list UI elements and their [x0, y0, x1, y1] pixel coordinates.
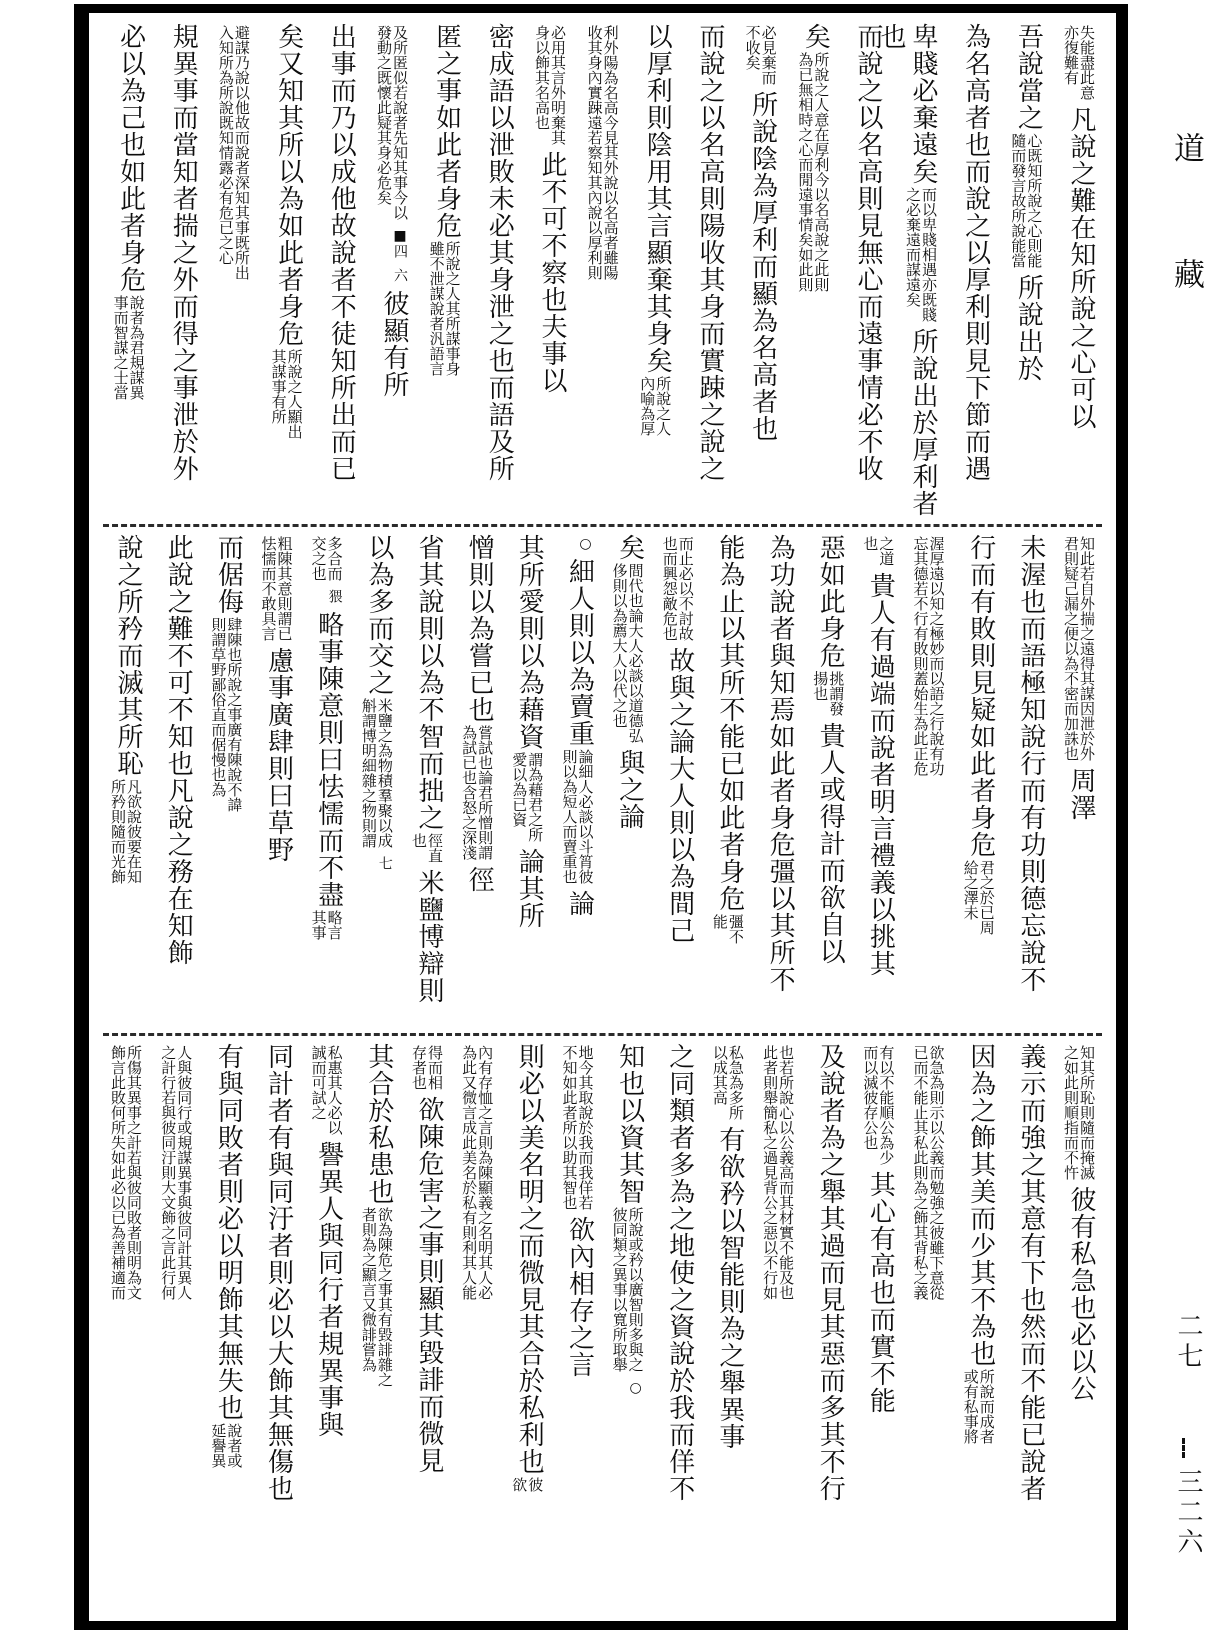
main-text-run: 匿之事如此者身危	[431, 23, 462, 239]
main-text-run: 以厚利則陰用其言顯棄其身矣	[642, 23, 673, 374]
text-column	[703, 1043, 753, 1599]
main-text-run: 省其說則以為不智而拙之	[413, 534, 444, 831]
main-text-run: 所說陰為厚利而顯為名高者也	[747, 91, 778, 442]
main-text-run: 細人則以為賣重	[564, 558, 595, 747]
commentary-note-run: 渥厚遠以知之極妙而以語之行說有功忘其德若不行有敗則蓋始生為此正危	[911, 536, 946, 776]
main-text-run: 出事而乃以成他故說者不徒知所出而已	[326, 23, 357, 482]
main-text-run: 能為止以其所不能已如此者身危	[714, 534, 745, 912]
main-text-run: 略事陳意則曰怯懦而不盡	[313, 611, 344, 908]
text-column	[201, 534, 251, 1026]
text-column	[602, 1043, 652, 1599]
right-margin	[1128, 0, 1227, 1634]
main-text-run: 彼顯有所	[378, 290, 409, 398]
text-column	[753, 534, 803, 1026]
commentary-note-run: 多合而交之也	[309, 536, 344, 581]
canon-title-zang: 藏	[1168, 258, 1204, 289]
commentary-note-run: 肆陳也所說之事廣有陳說不諱則謂草野鄙俗直而倨慢也為	[209, 617, 244, 812]
main-text-run: 憎則以為嘗已也	[464, 534, 495, 723]
main-text-run: 有欲矜以智能則為之舉異事	[714, 1126, 745, 1450]
text-column	[1004, 1043, 1054, 1599]
commentary-note-run: 君之於已周給之澤未	[961, 860, 996, 935]
commentary-note-run: 米鹽之為物積羣聚以成斛謂博明細雜之物則謂	[359, 698, 394, 848]
register-top	[101, 23, 1104, 517]
main-text-run: 所說出於	[1013, 274, 1044, 382]
commentary-note-run: 人與彼同行或規謀異事與彼同計其異人之計行若與彼同汙則大文飾之言此行何	[159, 1045, 194, 1300]
text-column	[452, 1043, 502, 1599]
commentary-note-run: 所說之人其所謀事身雖不泄謀說者汎語言	[427, 241, 462, 376]
text-column	[151, 534, 201, 1026]
text-column	[402, 534, 452, 1026]
commentary-note-run: 所說而成者或有私事將	[961, 1369, 996, 1444]
commentary-note-run: 得而相存者也	[409, 1045, 444, 1090]
text-column	[803, 534, 853, 1026]
text-column	[954, 534, 1004, 1026]
commentary-note-run: 說者為君規謀異事而智謀之士當	[111, 295, 146, 400]
volume-number: 二七	[1173, 1312, 1203, 1372]
main-text-run: 其心有高也而實不能	[865, 1171, 896, 1414]
main-text-run: 其所愛則以為藉資	[514, 534, 545, 750]
main-text-run: 矣	[614, 534, 645, 561]
text-column	[1054, 534, 1104, 1026]
main-text-run: 說之所矜而滅其所恥	[113, 534, 144, 777]
commentary-note-run: 徑直也	[409, 833, 444, 863]
text-column	[470, 23, 523, 517]
text-column	[653, 534, 703, 1026]
main-text-run: 有與同敗者則必以明飾其無失也	[213, 1043, 244, 1421]
collation-marker: 六	[391, 268, 408, 282]
main-text-run: 其合於私患也	[363, 1043, 394, 1205]
commentary-note-run: 私惠其人必以誠而可試之	[309, 1045, 344, 1135]
commentary-note-run: 所說或矜以廣智則多與之彼同類之異事以寬所取舉	[610, 1207, 645, 1372]
text-column	[101, 1043, 151, 1599]
commentary-note-run: 間代也論大人必談以道德弘侈則以為薦大人以代之也	[610, 563, 645, 743]
main-text-run: 貴人或得計而欲自以	[815, 722, 846, 965]
main-text-run: 周澤	[1066, 767, 1096, 821]
commentary-note-run: 粗陳其意則謂已怯懦而不敢具言	[259, 536, 294, 641]
commentary-note-run: 嘗試也論君所憎則謂為試已也含怒之深淺	[460, 725, 495, 860]
main-text-run: 知也以資其智	[614, 1043, 645, 1205]
collation-marker: ○	[577, 536, 594, 552]
text-column	[154, 23, 207, 517]
commentary-note-run: 及所匿似若說者先知其事今以發動之既懷此疑其身必危矣	[374, 25, 409, 220]
text-column	[999, 23, 1052, 517]
text-column	[101, 534, 151, 1026]
commentary-note-run: 挑謂發揚也	[811, 671, 846, 716]
text-column	[302, 1043, 352, 1599]
main-text-run: 義示而強之其意有下也然而不能已說者	[1015, 1043, 1046, 1502]
main-text-run: 以為多而交之	[363, 534, 394, 696]
page-frame	[74, 4, 1128, 1630]
page-number: 三二六	[1173, 1468, 1203, 1558]
commentary-note-run: 彼欲	[510, 1477, 545, 1492]
text-column	[903, 1043, 953, 1599]
text-column	[452, 534, 502, 1026]
main-text-run: 此說之難不可不知也凡說之務在知飾	[163, 534, 194, 966]
main-text-run: 而說之以名高則見無心而遠事情必不收	[852, 23, 883, 482]
text-column	[1054, 1043, 1104, 1599]
main-text-run: 密成語以泄敗未必其身泄之也而語及所	[484, 23, 515, 482]
commentary-note-run: 地今其取說於我而我佯若不知如此者所以助其智也	[560, 1045, 595, 1210]
commentary-note-run: 所說之人內喻為厚	[638, 376, 673, 436]
main-text-run: 此不可不察也夫事以	[536, 151, 567, 394]
text-column	[251, 1043, 301, 1599]
main-text-run: 所說出於厚利者也	[875, 23, 938, 517]
text-column	[946, 23, 999, 517]
commentary-note-run: 所說之人顯出其謀事有所	[269, 349, 304, 439]
text-column	[502, 1043, 552, 1599]
collation-marker: 猥	[326, 589, 343, 603]
text-column	[753, 1043, 803, 1599]
text-column	[201, 1043, 251, 1599]
commentary-note-run: 必用其言外明棄其身以飾其名高也	[532, 25, 567, 145]
text-column	[803, 1043, 853, 1599]
register-divider	[103, 1033, 1102, 1036]
text-column	[853, 1043, 903, 1599]
commentary-note-run: 知其所恥則隨而掩滅之如此則順指而不忤	[1062, 1045, 1096, 1180]
main-text-run: 故與之論大人則以為間己	[664, 647, 695, 944]
text-column	[628, 23, 681, 517]
main-text-run: 及說者為之舉其過而見其惡而多其不行	[815, 1043, 846, 1502]
text-column	[302, 534, 352, 1026]
text-column	[364, 23, 417, 517]
main-text-run: 必以為己也如此者身危	[115, 23, 146, 293]
collation-marker: ■四	[391, 228, 408, 258]
commentary-note-run: 避謀乃說以他故而說者深知其事既所出入知所為所說既知情露必有危已之心	[216, 25, 251, 280]
text-column	[1004, 534, 1054, 1026]
main-text-run: 規異事而當知者揣之外而得之事泄於外	[168, 23, 199, 482]
main-text-run: 與之論	[614, 749, 645, 830]
main-text-run: 卑賤必棄遠矣	[907, 23, 938, 185]
text-column	[352, 1043, 402, 1599]
text-column	[402, 1043, 452, 1599]
text-column	[206, 23, 259, 517]
text-column	[151, 1043, 201, 1599]
text-column	[703, 534, 753, 1026]
main-text-run: 因為之飾其美而少其不為也	[965, 1043, 996, 1367]
commentary-note-run: 謂為藉君之所愛以為已資	[510, 752, 545, 842]
text-column	[552, 534, 602, 1026]
commentary-note-run: 所說之人意在厚利今以名高說之此則為已無相時之心而閒遠事情矣如此則	[796, 52, 831, 292]
main-text-run: 欲內相存之言	[564, 1216, 595, 1378]
main-text-run: 則必以美名明之而微見其合於私利也	[514, 1043, 545, 1475]
text-column	[680, 23, 733, 517]
text-column	[1051, 23, 1104, 517]
main-text-run: 為名高者也而說之以厚利則見下節而遇	[960, 23, 991, 482]
text-column	[417, 23, 470, 517]
commentary-note-run: 私急為多所以成其高	[710, 1045, 745, 1120]
text-column	[352, 534, 402, 1026]
commentary-note-run: 之道也	[861, 536, 896, 566]
page-number-separator	[1182, 1438, 1185, 1458]
commentary-note-run: 欲為陳危之事其有毀誹雜之者則為之顯言又微誹嘗為	[359, 1207, 394, 1387]
text-column	[552, 1043, 602, 1599]
text-column	[575, 23, 628, 517]
commentary-note-run: 欲急為則示以公義而勉強之彼雖下意從已而不能止其私此則為之飾其背私之義	[911, 1045, 946, 1300]
register-divider	[103, 524, 1102, 527]
canon-title-dao: 道	[1168, 132, 1204, 163]
main-text-run: 而倨侮	[213, 534, 244, 615]
main-text-run: 而說之以名高則陽收其身而實踈之說之	[694, 23, 725, 482]
commentary-note-run: 略言其事	[309, 910, 344, 940]
text-column	[954, 1043, 1004, 1599]
commentary-note-run: 說者或延譽異	[209, 1423, 244, 1468]
text-column	[875, 23, 946, 517]
commentary-note-run: 而以卑賤相遇亦既賤之必棄遠而謀遠矣	[903, 187, 938, 322]
register-middle	[101, 534, 1104, 1026]
commentary-note-run: 心既知所說之心則能隨而發言故所說能當	[1009, 133, 1044, 268]
commentary-note-run: 也若所說心以公義高而其材實不能及也此者則舉簡私之過見背公之惡以不行如	[761, 1045, 796, 1300]
commentary-note-run: 失能盡此意亦復難有	[1062, 25, 1096, 100]
main-text-run: 行而有敗則見疑如此者身危	[965, 534, 996, 858]
main-text-run: 矣	[800, 23, 831, 50]
text-column	[312, 23, 365, 517]
commentary-note-run: 有以不能順公為少而以滅彼存公也	[861, 1045, 896, 1165]
text-column	[786, 23, 839, 517]
main-text-run: 為功說者與知焉如此者身危彊以其所不	[765, 534, 796, 993]
main-text-run: 彼有私急也必以公	[1066, 1186, 1096, 1402]
commentary-note-run: 利外陽為名高今見其外說以名高者雖陽收其身內實踈遠若察知其內說以厚利則	[585, 25, 620, 280]
register-bottom	[101, 1043, 1104, 1599]
main-text-run: 論	[564, 890, 595, 917]
collation-marker: 七	[376, 856, 393, 870]
main-text-run: 徑	[464, 866, 495, 893]
commentary-note-run: 論細人必談以斗筲彼則以為短人而賣重也	[560, 749, 595, 884]
text-column	[602, 534, 652, 1026]
text-column	[251, 534, 301, 1026]
main-text-run: 同計者有與同汙者則必以大飾其無傷也	[263, 1043, 294, 1502]
commentary-note-run: 而止必以不討故也而興怨敵危也	[660, 536, 695, 641]
main-text-run: 凡說之難在知所說之心可以	[1066, 106, 1096, 430]
commentary-note-run: 凡欲說彼要在知所矜則隨而光飾	[109, 779, 144, 884]
text-column	[838, 23, 891, 517]
main-text-run: 未渥也而語極知說行而有功則德忘說不	[1015, 534, 1046, 993]
main-text-run: 慮事廣肆則曰草野	[263, 647, 294, 863]
main-text-run: 吾說當之	[1013, 23, 1044, 131]
main-text-run: 貴人有過端而說者明言禮義以挑其	[865, 572, 896, 977]
commentary-note-run: 彊不能	[710, 914, 745, 944]
text-column	[853, 534, 903, 1026]
text-column	[653, 1043, 703, 1599]
text-column	[259, 23, 312, 517]
main-text-run: 欲陳危害之事則顯其毀誹而微見	[413, 1096, 444, 1474]
main-text-run: 矣又知其所以為如此者身危	[273, 23, 304, 347]
text-column	[101, 23, 154, 517]
collation-marker: ○	[627, 1380, 644, 1396]
text-column	[903, 534, 953, 1026]
main-text-run: 譽異人與同行者規異事與	[313, 1141, 344, 1438]
commentary-note-run: 內有存恤之言則為陳顯義之名明其人必為此又微言成此美名於私有則利其人能	[460, 1045, 495, 1300]
text-column	[733, 23, 786, 517]
text-column	[522, 23, 575, 517]
main-text-run: 米鹽博辯則	[413, 869, 444, 1004]
text-column	[502, 534, 552, 1026]
main-text-run: 惡如此身危	[815, 534, 846, 669]
commentary-note-run: 必見棄而不收矣	[743, 25, 778, 85]
commentary-note-run: 所傷其異事之計若與彼同敗者則明為文飾言此敗何所失如此必以已為善補適而	[109, 1045, 144, 1300]
main-text-run: 之同類者多為之地使之資說於我而佯不	[664, 1043, 695, 1502]
main-text-run: 論其所	[514, 848, 545, 929]
commentary-note-run: 知此若自外揣之遠得其謀因泄於外君則疑己漏之便以為不密而加誅也	[1062, 536, 1096, 761]
